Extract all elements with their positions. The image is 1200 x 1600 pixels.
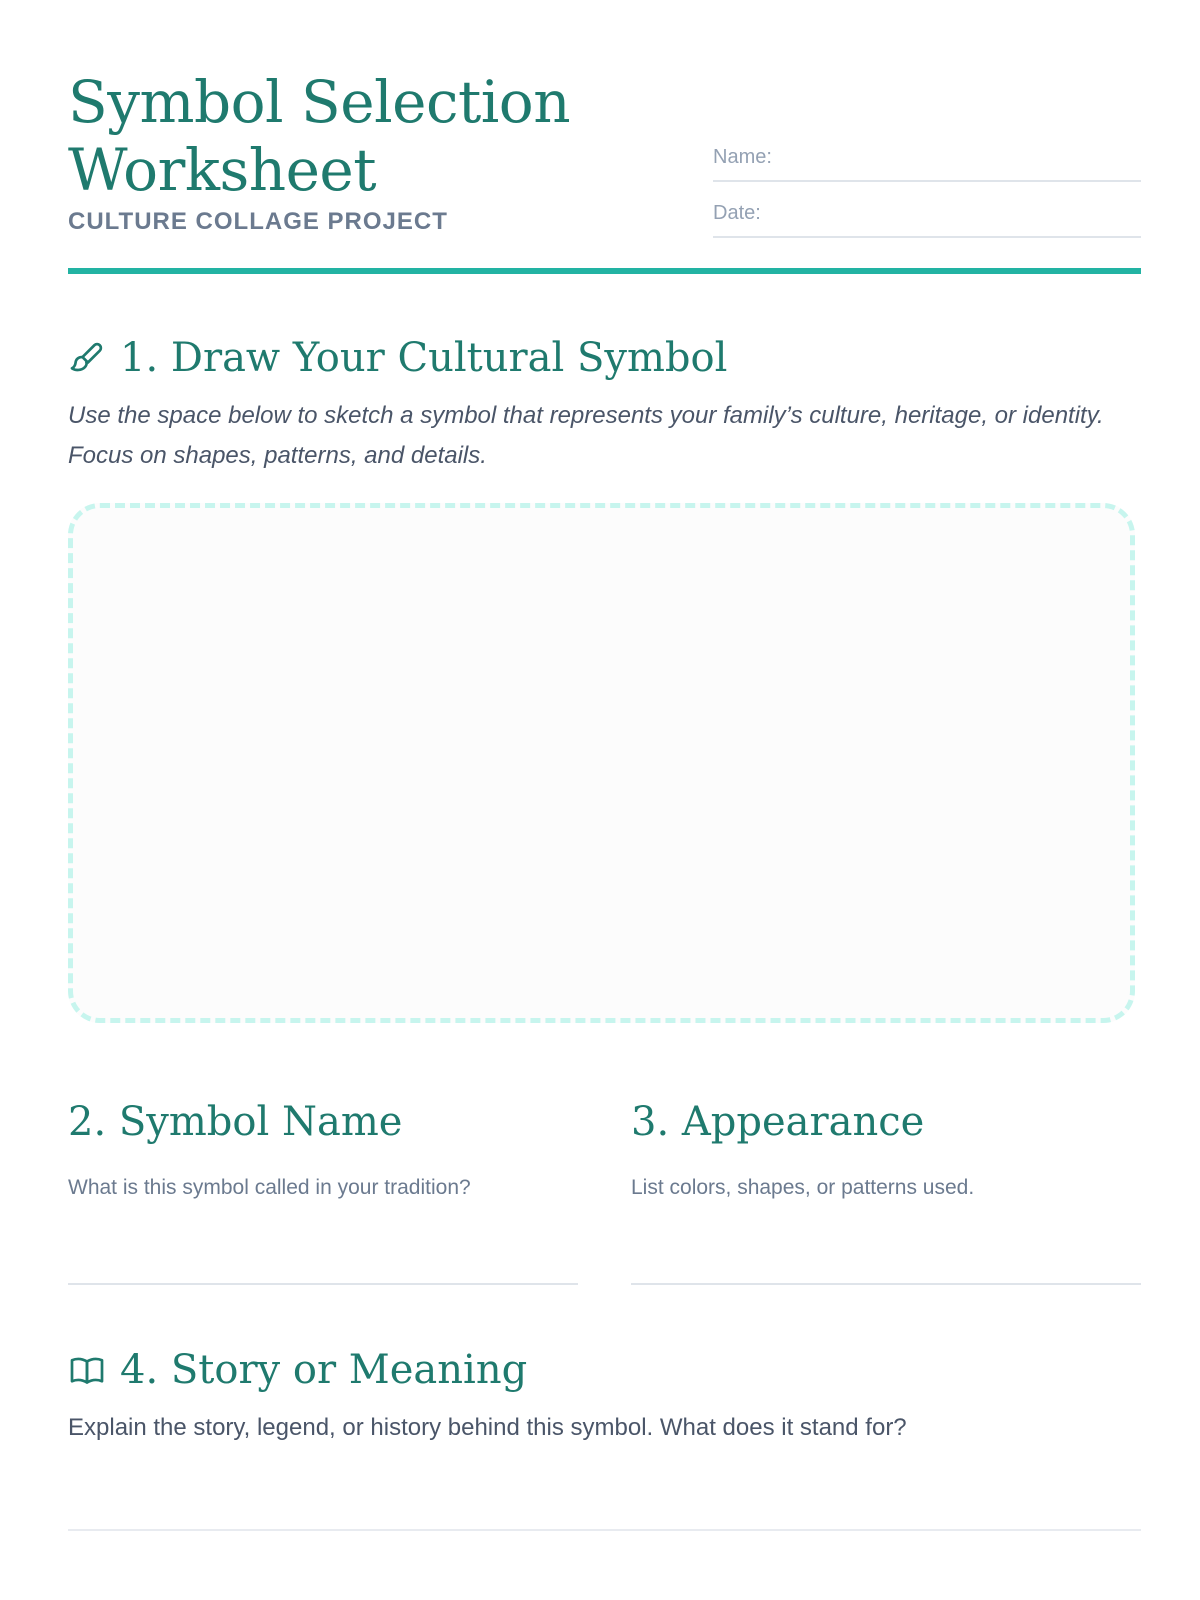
section-story-title: 4. Story or Meaning: [120, 1347, 528, 1393]
drawing-area[interactable]: [68, 503, 1135, 1023]
section-draw-description: Use the space below to sketch a symbol that represents your family’s culture, heritage, or identity. Focus on shapes, patterns, and details.: [68, 402, 1104, 469]
section-story-description: Explain the story, legend, or history behind this symbol. What does it stand for?: [68, 1414, 907, 1441]
section-name-heading: 2. Symbol Name: [68, 1099, 403, 1145]
page-subtitle: CULTURE COLLAGE PROJECT: [68, 208, 448, 235]
section-draw-heading: [68, 334, 727, 382]
section-appearance: [631, 1098, 1141, 1288]
book-icon: [68, 1351, 106, 1389]
student-info-fields: [713, 140, 1141, 252]
title-line-1: Symbol Selection: [68, 68, 571, 136]
section-story-heading: [68, 1346, 527, 1394]
page-title: [68, 68, 570, 204]
header-divider: [68, 268, 1141, 274]
worksheet-page: [68, 0, 1141, 1600]
section-symbol-name: [68, 1098, 578, 1288]
appearance-answer-line[interactable]: [631, 1283, 1141, 1285]
section-appearance-heading: 3. Appearance: [631, 1099, 925, 1145]
name-field[interactable]: [713, 140, 1141, 182]
brush-icon: [68, 339, 106, 377]
symbol-name-answer-line[interactable]: [68, 1283, 578, 1285]
title-line-2: Worksheet: [68, 136, 377, 204]
story-answer-line[interactable]: [68, 1529, 1141, 1531]
date-field[interactable]: [713, 196, 1141, 238]
section-draw-title: 1. Draw Your Cultural Symbol: [120, 335, 728, 381]
section-name-description: What is this symbol called in your tradition?: [68, 1176, 471, 1199]
worksheet-header: [68, 68, 1141, 272]
name-label: Name:: [713, 146, 772, 168]
date-label: Date:: [713, 202, 761, 224]
section-appearance-description: List colors, shapes, or patterns used.: [631, 1176, 975, 1199]
